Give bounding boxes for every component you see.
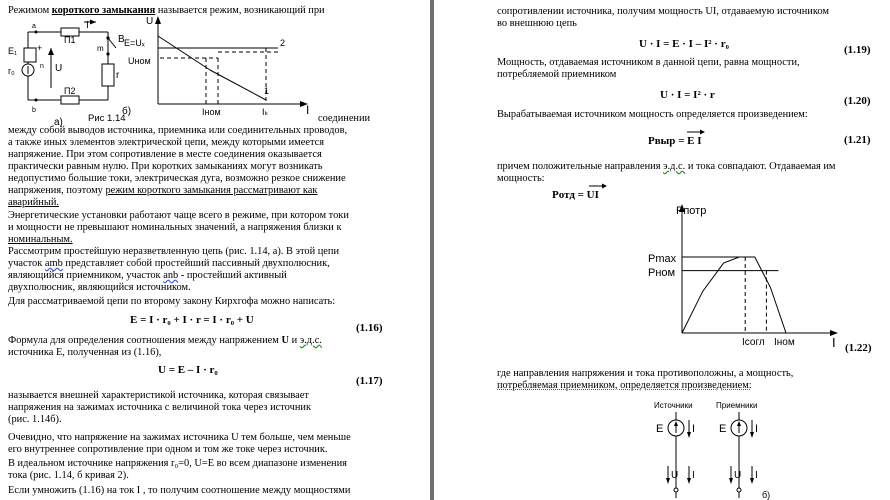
equation-number-1-16: (1.16) bbox=[356, 322, 383, 334]
fig-b-label-Unom: Uном bbox=[128, 56, 151, 66]
fig-a-label-B: B bbox=[118, 34, 125, 45]
p3-line: Рассмотрим простейшую неразветвленную цепь (рис. 1.14, а). В этой цепи bbox=[8, 246, 340, 257]
fig-a-caption: а) bbox=[54, 117, 63, 128]
p3-line: двухполюсник, являющийся источником. bbox=[8, 282, 191, 293]
equation-number-1-17: (1.17) bbox=[356, 375, 383, 387]
sym-e-src: E bbox=[656, 423, 664, 435]
fig-b-label-2: 2 bbox=[280, 38, 286, 48]
fig-b-label-Ik: Iₖ bbox=[262, 107, 269, 117]
document-page-left bbox=[0, 0, 430, 500]
p6-line: (рис. 1.14б). bbox=[8, 414, 62, 425]
p2-line: и мощности не превышают номинальных значений, а напряжения близки к bbox=[8, 222, 342, 233]
equation-number-1-19: (1.19) bbox=[844, 44, 871, 56]
p6-line: называется внешней характеристикой источника, которая связывает bbox=[8, 390, 309, 401]
sym-u-src: U bbox=[671, 470, 679, 481]
fig-a-label-plus: + bbox=[37, 43, 43, 53]
p1-line: аварийный. bbox=[8, 197, 60, 208]
chart-label-isogl: Iсогл bbox=[742, 337, 765, 348]
fig-a-label-I: I bbox=[86, 20, 89, 31]
p3-line: являющийся приемником, участок anb - простейший активный bbox=[8, 270, 287, 281]
sym-e-rcv: E bbox=[719, 423, 727, 435]
sym-i-src2: I bbox=[692, 470, 695, 481]
chart-label-inom: Iном bbox=[774, 337, 795, 348]
document-page-right bbox=[434, 0, 890, 500]
label-receivers: Приемники bbox=[716, 401, 758, 410]
fig-a-label-b: b bbox=[32, 107, 36, 114]
fig-b-label-U: U bbox=[146, 16, 154, 27]
r4-line: причем положительные направления э.д.с. и тока совпадают. Отдаваемая им bbox=[497, 161, 836, 172]
equation-p-otd: Pотд = UI bbox=[552, 189, 599, 201]
p1-line: между собой выводов источника, приемника или соединительных проводов, bbox=[8, 125, 348, 136]
sym-i-rcv: I bbox=[755, 423, 759, 435]
chart-label-pnom: Pном bbox=[648, 267, 676, 279]
p9-line: Если умножить (1.16) на ток I , то получим соотношение между мощностями bbox=[8, 485, 351, 496]
p1-line: а также иных элементов электрической цепи, между которыми имеется bbox=[8, 137, 325, 148]
chart-label-pmax: Pmax bbox=[648, 253, 677, 265]
fig-b-label-E: E=Uₓ bbox=[124, 38, 145, 48]
p2-line: Энергетические установки работают чаще всего в режиме, при котором токи bbox=[8, 210, 349, 221]
fig-b-label-I: I bbox=[306, 103, 310, 117]
p1-tail: соединении bbox=[318, 113, 371, 124]
equation-number-1-21: (1.21) bbox=[844, 134, 871, 146]
fig-b-label: б) bbox=[762, 490, 771, 500]
fig-a-label-m: m bbox=[97, 44, 104, 53]
equation-number-1-22: (1.22) bbox=[845, 342, 872, 354]
r5-line: где направления напряжения и тока противоположны, а мощность, bbox=[497, 368, 794, 379]
sym-i-src: I bbox=[692, 423, 696, 435]
fig-a-label-E1: E₁ bbox=[8, 46, 18, 56]
fig-b-caption: б) bbox=[122, 106, 132, 117]
sym-i-rcv2: I bbox=[755, 470, 758, 481]
fig-a-label-r0: r₀ bbox=[8, 66, 15, 76]
p1-line: практически равным нулю. При коротких замыканиях могут возникать bbox=[8, 161, 323, 172]
power-curve bbox=[682, 257, 786, 333]
equation-1-21: Pвыр = E I bbox=[648, 135, 702, 147]
fig-a-label-r: r bbox=[116, 70, 120, 81]
intro-line: Режимом короткого замыкания называется режим, возникающий при bbox=[8, 5, 325, 16]
p2-line: номинальным. bbox=[8, 234, 73, 245]
p7-line: Очевидно, что напряжение на зажимах источника U тем больше, чем меньше bbox=[8, 432, 351, 443]
r5-line: потребляемая приемником, определяется произведением: bbox=[497, 380, 752, 391]
label-sources: Источники bbox=[654, 401, 693, 410]
fig-a-label-n1: П1 bbox=[64, 35, 76, 45]
p1-line: напряжение. При этом сопротивление в месте соединения оказывается bbox=[8, 149, 322, 160]
r1-line: сопротивлении источника, получим мощность UI, отдаваемую источником bbox=[497, 6, 829, 17]
r3-line: Вырабатываемая источником мощность определяется произведением: bbox=[497, 109, 808, 120]
sym-u-rcv: U bbox=[734, 470, 742, 481]
fig-a-label-U: U bbox=[55, 63, 63, 74]
p8-line: В идеальном источнике напряжения r₀=0, U=E во всем диапазоне изменения bbox=[8, 458, 347, 469]
fig-a-label-n2: П2 bbox=[64, 86, 76, 96]
p1-line: недопустимо большие токи, электрическая дуга, возможно резкое снижение bbox=[8, 173, 346, 184]
p8-line: тока (рис. 1.14, б кривая 2). bbox=[8, 470, 129, 481]
r1-line: во внешнюю цепь bbox=[497, 18, 577, 29]
chart-label-i: I bbox=[832, 335, 836, 350]
equation-1-20: U · I = I² · r bbox=[660, 89, 715, 101]
figure-external-characteristic bbox=[118, 14, 318, 120]
p7-line: его внутреннее сопротивление при одном и том же токе через источник. bbox=[8, 444, 328, 455]
fig-b-label-1: 1 bbox=[264, 86, 270, 96]
vector-arrow-icon bbox=[686, 128, 706, 136]
chart-label-ppotr: Pпотр bbox=[676, 205, 707, 217]
equation-1-17: U = E – I · r₀ bbox=[158, 364, 218, 376]
fig-a-label-n: n bbox=[40, 63, 44, 70]
p4-line: Для рассматриваемой цепи по второму закону Кирхгофа можно написать: bbox=[8, 296, 336, 307]
fig-b-label-Inom: Iном bbox=[202, 107, 221, 117]
figure-sources-receivers bbox=[634, 398, 794, 500]
fig-a-label-a: a bbox=[32, 23, 36, 30]
equation-1-16: E = I · r₀ + I · r = I · r₀ + U bbox=[130, 314, 254, 326]
p6-line: напряжения на зажимах источника с величиной тока через источник bbox=[8, 402, 311, 413]
p1-line: напряжения, поэтому режим короткого замыкания рассматривают как bbox=[8, 185, 318, 196]
equation-number-1-20: (1.20) bbox=[844, 95, 871, 107]
equation-1-19: U · I = E · I – I² · r₀ bbox=[639, 38, 729, 50]
power-chart bbox=[604, 200, 844, 350]
figure-caption: Рис 1.14 bbox=[88, 113, 126, 124]
r2-line: Мощность, отдаваемая источником в данной цепи, равна мощности, bbox=[497, 57, 800, 68]
r2-line: потребляемой приемником bbox=[497, 69, 617, 80]
p3-line: участок amb представляет собой простейший пассивный двухполюсник, bbox=[8, 258, 330, 269]
vector-arrow-icon bbox=[588, 182, 608, 190]
p5-line: Формула для определения соотношения между напряжением U и э.д.с. bbox=[8, 335, 322, 346]
r4-line: мощность: bbox=[497, 173, 545, 184]
p5-line: источника E, полученная из (1.16), bbox=[8, 347, 162, 358]
